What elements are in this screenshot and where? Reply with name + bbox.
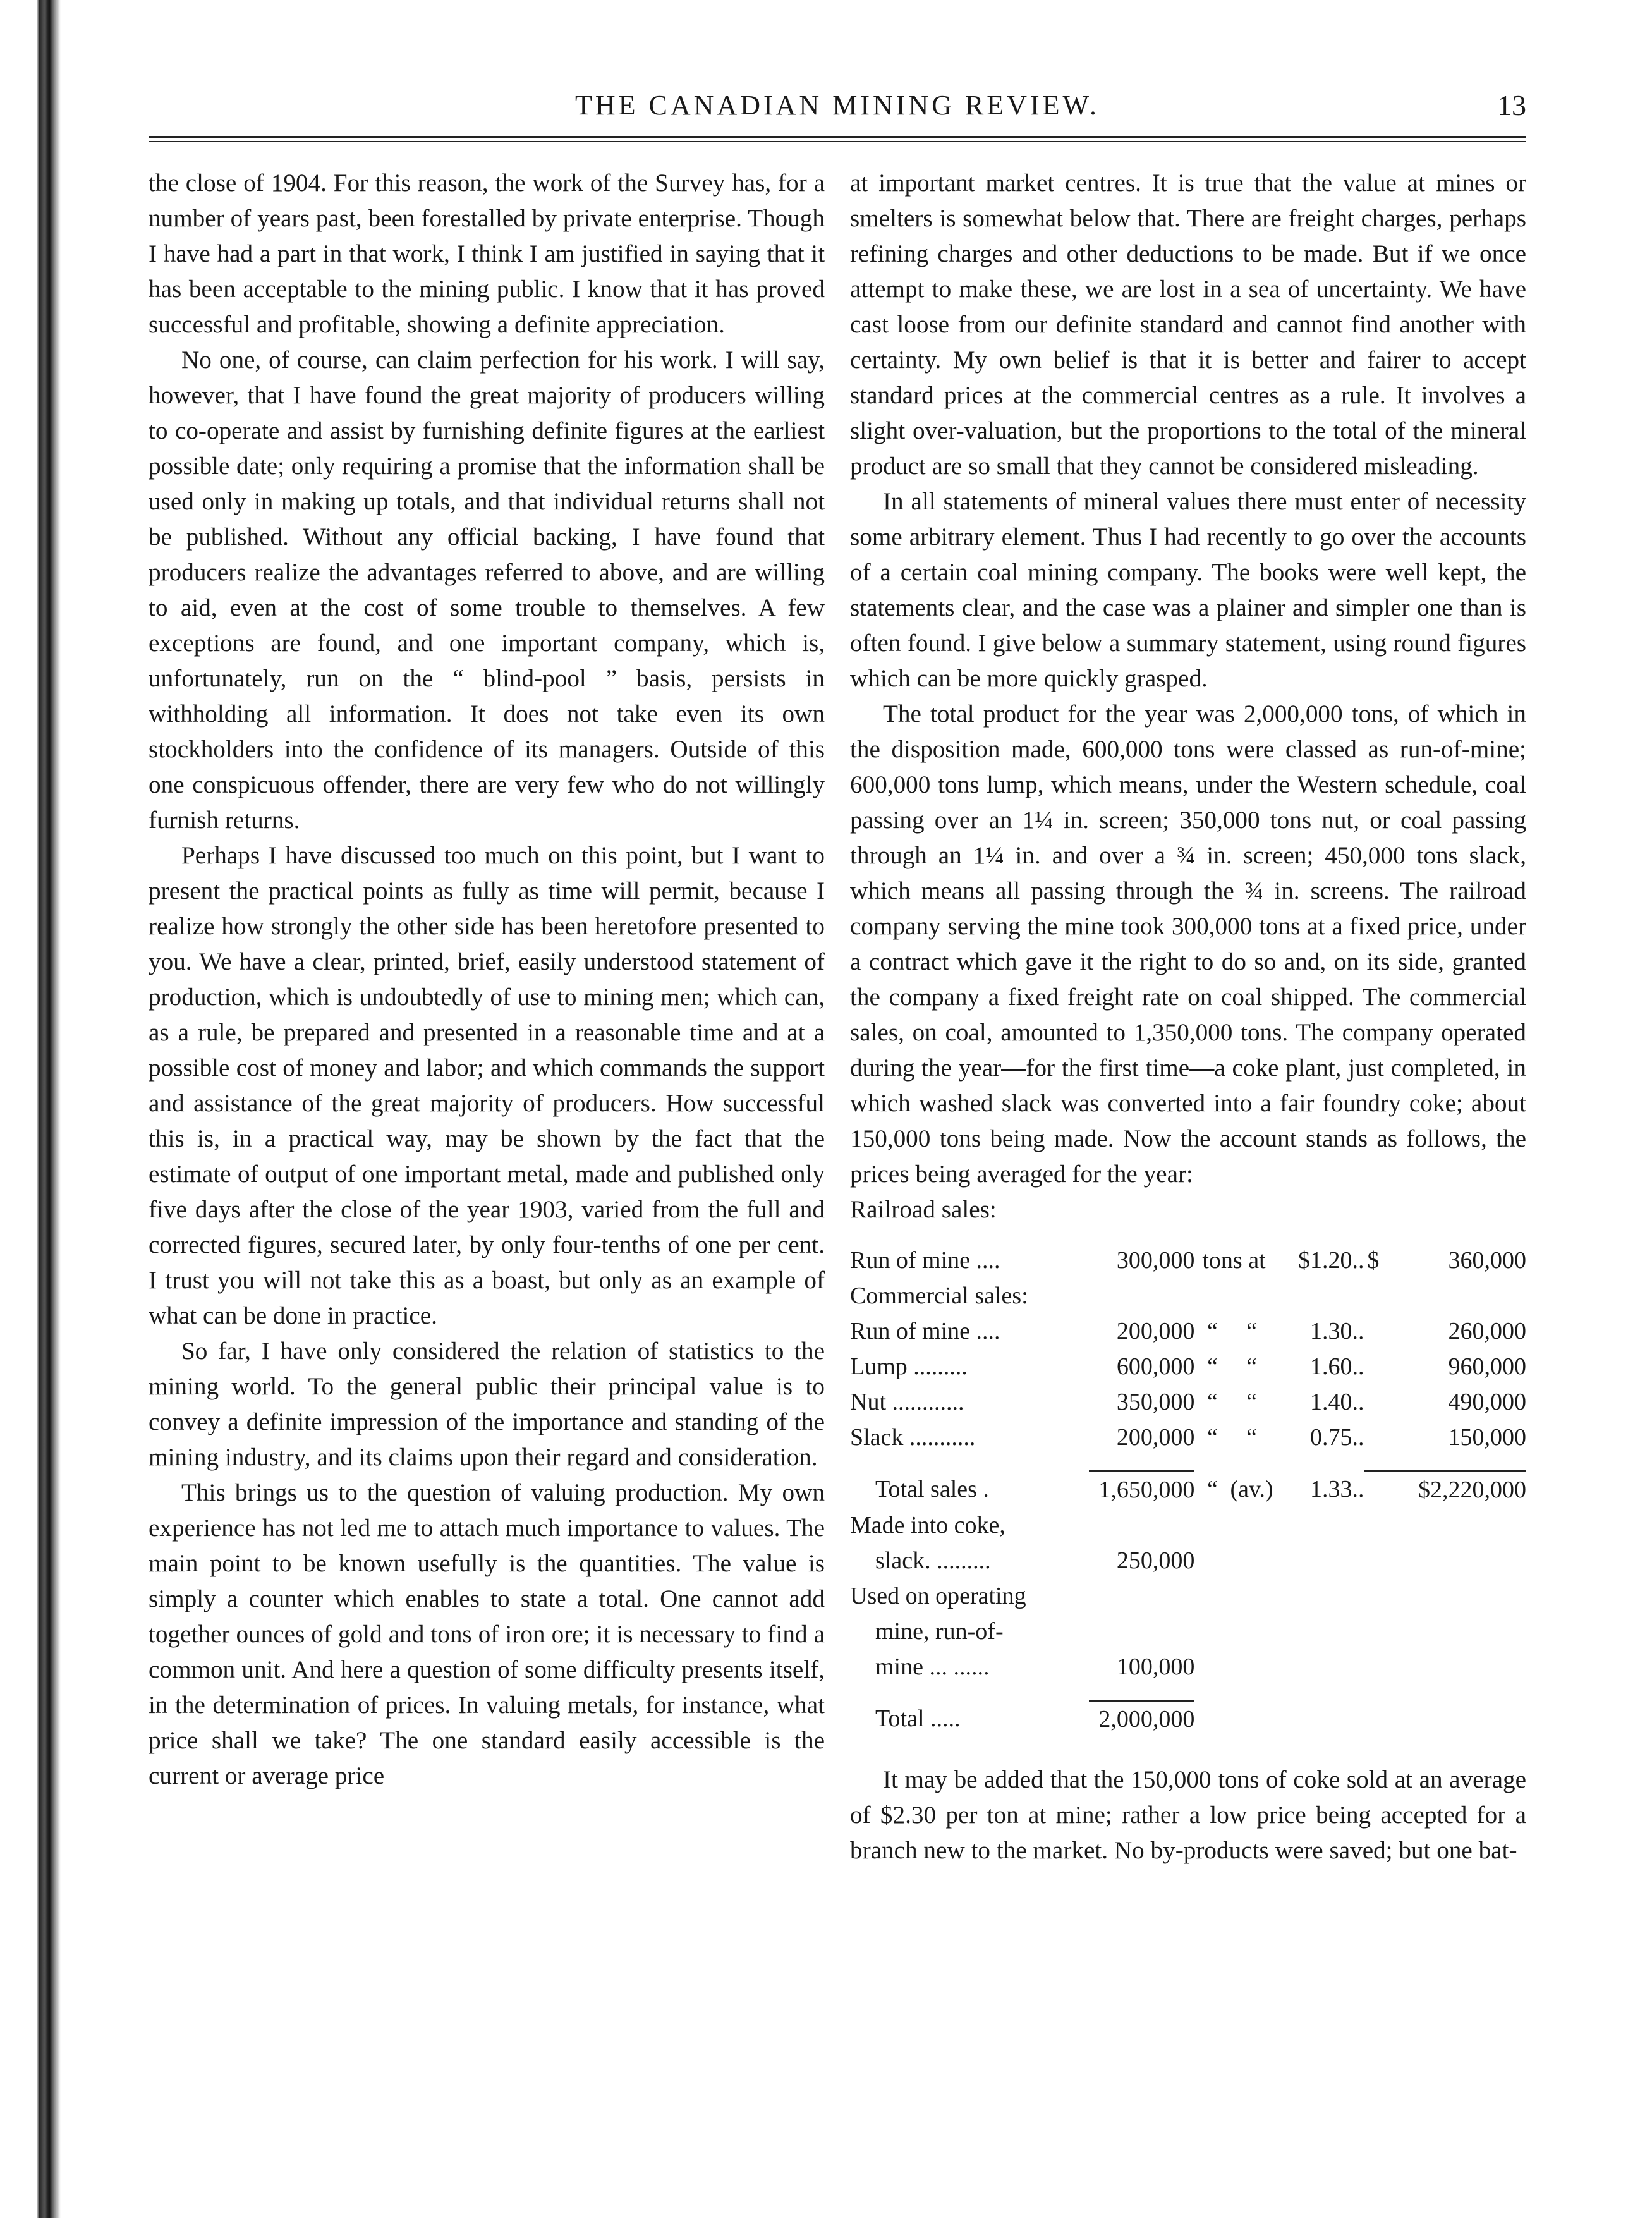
ditto-mark: “ bbox=[1246, 1424, 1258, 1451]
average-label: (av.) bbox=[1230, 1475, 1273, 1502]
tons-cell: 1,650,000 bbox=[1098, 1477, 1195, 1503]
row-label: mine ... ...... bbox=[875, 1654, 990, 1680]
railroad-sales-label: Railroad sales: bbox=[850, 1196, 997, 1223]
table-row bbox=[850, 1649, 1526, 1685]
paragraph: The total product for the year was 2,000,000 tons, of which in the disposition made, 600,000 tons were classed as run-of-mine; 600,000 tons lump, which means, under the Western schedule, coal passing over an 1¼ in. screen; 350,000 tons nut, or coal passing through an 1¼ in. and over a ¾ in. screen; 450,000 tons slack, which means all passing through the ¾ in. screens. The railroad company serving the mine took 300,000 tons at a fixed price, under a contract which gave it the right to do so and, on its side, granted the company a fixed freight rate on coal shipped. The commercial sales, on coal, amounted to 1,350,000 tons. The company operated during the year—for the first time—a coke plant, just completed, in which washed slack was converted into a fair foundry coke; about 150,000 tons being made. Now the account stands as follows, the prices being averaged for the year: bbox=[850, 700, 1526, 1188]
paragraph: It may be added that the 150,000 tons of coke sold at an average of $2.30 per ton at mine; rather a low price being accepted for a branch new to the market. No by-products were saved; but one bat- bbox=[850, 1766, 1526, 1864]
value-cell: 960,000 bbox=[1448, 1353, 1526, 1380]
row-label: Total sales . bbox=[875, 1475, 989, 1502]
row-label: Slack ........... bbox=[850, 1424, 976, 1451]
table-row bbox=[850, 1278, 1526, 1313]
table-row bbox=[850, 1543, 1526, 1578]
price-cell: 1.60.. bbox=[1310, 1353, 1364, 1380]
tons-cell: 250,000 bbox=[1116, 1547, 1195, 1574]
price-cell: $1.20.. bbox=[1298, 1247, 1364, 1274]
ditto-mark: “ bbox=[1206, 1389, 1218, 1415]
paragraph: the close of 1904. For this reason, the work of the Survey has, for a number of years past, been forestalled by private enterprise. Though I have had a part in that work, I think I am justified in saying that it has been acceptable to the mining public. I know that it has proved successful and profitable, showing a definite appreciation. bbox=[149, 169, 825, 338]
value-cell: 490,000 bbox=[1448, 1389, 1526, 1415]
table-row bbox=[850, 1243, 1526, 1278]
ditto-mark: “ bbox=[1206, 1318, 1218, 1344]
tons-cell: 2,000,000 bbox=[1098, 1706, 1195, 1733]
right-column bbox=[850, 166, 1526, 1868]
dollar-sign: $ bbox=[1367, 1247, 1380, 1274]
row-label: Run of mine .... bbox=[850, 1318, 1000, 1344]
value-cell: 150,000 bbox=[1448, 1424, 1526, 1451]
ditto-mark: “ bbox=[1206, 1475, 1218, 1502]
unit-cell: tons at bbox=[1202, 1247, 1266, 1274]
tons-cell: 300,000 bbox=[1116, 1247, 1195, 1274]
paragraph: at important market centres. It is true that the value at mines or smelters is somewhat below that. There are freight charges, perhaps refining charges and other deductions to be made. But if we once attempt to make these, we are lost in a sea of uncertainty. We have cast loose from our definite standard and cannot find another with certainty. My own belief is that it is better and fairer to accept standard prices at the commercial centres as a rule. It involves a slight over-valuation, but the proportions to the total of the mineral product are so small that they cannot be considered misleading. bbox=[850, 169, 1526, 480]
value-cell: $2,220,000 bbox=[1418, 1477, 1526, 1503]
table-row bbox=[850, 1701, 1526, 1738]
row-label: mine, run-of- bbox=[875, 1618, 1004, 1645]
paragraph: So far, I have only considered the relation of statistics to the mining world. To the general public their principal value is to convey a definite impression of the importance and standing of the mining industry, and its claims upon their regard and consideration. bbox=[149, 1338, 825, 1471]
row-label: Total ..... bbox=[875, 1705, 961, 1732]
commercial-sales-label: Commercial sales: bbox=[850, 1283, 1028, 1309]
ditto-mark: “ bbox=[1246, 1318, 1258, 1344]
tons-cell: 200,000 bbox=[1116, 1424, 1195, 1451]
header-rule bbox=[149, 136, 1526, 142]
subtotal-rule bbox=[850, 1455, 1526, 1472]
table-row bbox=[850, 1472, 1526, 1508]
book-binding-edge bbox=[0, 0, 76, 2218]
ditto-mark: “ bbox=[1246, 1389, 1258, 1415]
sales-table bbox=[850, 1243, 1526, 1737]
ditto-mark: “ bbox=[1206, 1353, 1218, 1380]
tons-cell: 200,000 bbox=[1116, 1318, 1195, 1344]
page-header bbox=[149, 83, 1526, 128]
row-label: Used on operating bbox=[850, 1583, 1026, 1609]
ditto-mark: “ bbox=[1206, 1424, 1218, 1451]
row-label: slack. ......... bbox=[875, 1547, 991, 1574]
table-row bbox=[850, 1578, 1526, 1614]
row-label: Nut ............ bbox=[850, 1389, 964, 1415]
value-cell: 360,000 bbox=[1448, 1247, 1526, 1274]
paragraph: Perhaps I have discussed too much on this point, but I want to present the practical points as fully as time will permit, because I realize how strongly the other side has been heretofore presented to you. We have a clear, printed, brief, easily understood statement of production, which is undoubtedly of use to mining men; which can, as a rule, be prepared and presented in a reasonable time and at a possible cost of money and labor; and which commands the support and assistance of the great majority of producers. How successful this is, in a practical way, may be shown by the fact that the estimate of output of one important metal, made and published only five days after the close of the year 1903, varied from the full and corrected figures, secured later, by only four-tenths of one per cent. I trust you will not take this as a boast, but only as an example of what can be done in practice. bbox=[149, 842, 825, 1329]
price-cell: 1.30.. bbox=[1310, 1318, 1364, 1344]
table-row bbox=[850, 1313, 1526, 1349]
paragraph: No one, of course, can claim perfection for his work. I will say, however, that I have found the great majority of producers willing to co-operate and assist by furnishing definite figures at the earliest possible date; only requiring a promise that the information shall be used only in making up totals, and that individual returns shall not be published. Without any official backing, I have found that producers realize the advantages referred to above, and are willing to aid, even at the cost of some trouble to themselves. A few exceptions are found, and one important company, which is, unfortunately, run on the “ blind-pool ” basis, persists in withholding all information. It does not take even its own stockholders into the confidence of its managers. Outside of this one conspicuous offender, there are very few who do not willingly furnish returns. bbox=[149, 346, 825, 834]
running-title: THE CANADIAN MINING REVIEW. bbox=[575, 90, 1100, 121]
table-row bbox=[850, 1614, 1526, 1649]
value-cell: 260,000 bbox=[1448, 1318, 1526, 1344]
paragraph: In all statements of mineral values there must enter of necessity some arbitrary element. Thus I had recently to go over the accounts of a certain coal mining company. The books were well kept, the statements clear, and the case was a plainer and simpler one than is often found. I give below a summary statement, using round figures which can be more quickly grasped. bbox=[850, 488, 1526, 692]
total-rule bbox=[850, 1685, 1526, 1701]
tons-cell: 100,000 bbox=[1116, 1654, 1195, 1680]
price-cell: 0.75.. bbox=[1310, 1424, 1364, 1451]
tons-cell: 350,000 bbox=[1116, 1389, 1195, 1415]
table-row bbox=[850, 1420, 1526, 1455]
paragraph: This brings us to the question of valuing production. My own experience has not led me to attach much importance to values. The main point to be known usefully is the quantities. The value is simply a counter which enables to state a total. One cannot add together ounces of gold and tons of iron ore; it is necessary to find a common unit. And here a question of some difficulty presents itself, in the determination of prices. In valuing metals, for instance, what price shall we take? The one standard easily accessible is the current or average price bbox=[149, 1479, 825, 1789]
page-number: 13 bbox=[1497, 89, 1526, 121]
tons-cell: 600,000 bbox=[1116, 1353, 1195, 1380]
ditto-mark: “ bbox=[1246, 1353, 1258, 1380]
table-row bbox=[850, 1384, 1526, 1420]
price-cell: 1.40.. bbox=[1310, 1389, 1364, 1415]
row-label: Made into coke, bbox=[850, 1512, 1005, 1539]
table-row bbox=[850, 1508, 1526, 1543]
price-cell: 1.33.. bbox=[1310, 1475, 1364, 1502]
table-row bbox=[850, 1349, 1526, 1384]
row-label: Lump ......... bbox=[850, 1353, 968, 1380]
row-label: Run of mine .... bbox=[850, 1247, 1000, 1274]
left-column bbox=[149, 166, 825, 1794]
